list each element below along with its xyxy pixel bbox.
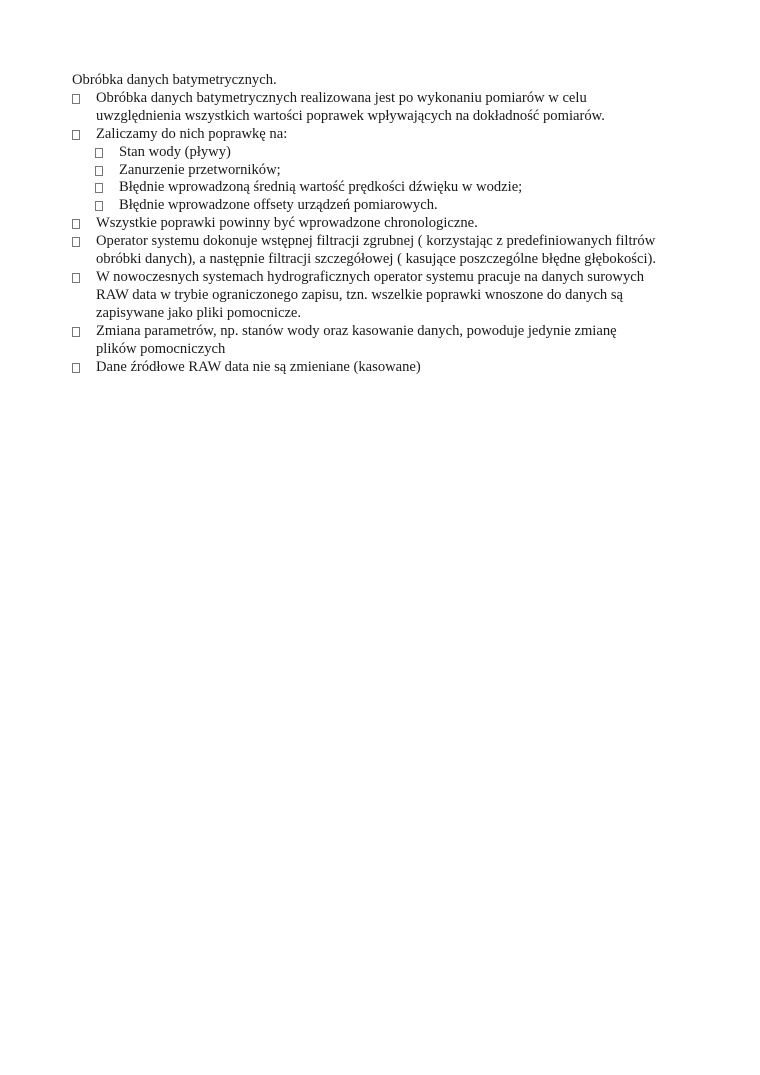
document-title: Obróbka danych batymetrycznych. <box>72 72 277 88</box>
list-item-line: Zmiana parametrów, np. stanów wody oraz kasowanie danych, powoduje jedynie zmianę <box>96 322 617 339</box>
list-item <box>72 359 692 377</box>
sub-list-item <box>95 179 692 197</box>
list-item-line: RAW data w trybie ograniczonego zapisu, tzn. wszelkie poprawki wnoszone do danych są <box>96 286 624 303</box>
list-item <box>72 126 692 144</box>
sub-list-item <box>95 197 692 215</box>
list-item-line: W nowoczesnych systemach hydrograficznych operator systemu pracuje na danych surowych <box>96 268 645 285</box>
list-item <box>72 233 692 269</box>
list-item-line: Operator systemu dokonuje wstępnej filtracji zgrubnej ( korzystając z predefiniowanych filtrów <box>96 233 656 250</box>
bullet-icon <box>95 201 103 211</box>
list-item-line: Stan wody (pływy) <box>119 143 231 160</box>
bullet-icon <box>72 273 80 283</box>
list-item-line: Wszystkie poprawki powinny być wprowadzone chronologiczne. <box>96 215 478 232</box>
list-item <box>72 269 692 323</box>
bullet-icon <box>95 166 103 176</box>
list-item-line: uwzględnienia wszystkich wartości poprawek wpływających na dokładność pomiarów. <box>96 107 605 124</box>
sub-list-item <box>95 162 692 180</box>
bullet-icon <box>72 130 80 140</box>
sub-list-item <box>95 144 692 162</box>
list-item-line: Zaliczamy do nich poprawkę na: <box>96 125 288 142</box>
bullet-icon <box>72 237 80 247</box>
bullet-icon <box>72 219 80 229</box>
list-item <box>72 215 692 233</box>
list-item <box>72 323 692 359</box>
bullet-icon <box>95 183 103 193</box>
bullet-icon <box>95 148 103 158</box>
list-item-line: Błędnie wprowadzone offsety urządzeń pomiarowych. <box>119 197 438 214</box>
list-item-line: zapisywane jako pliki pomocnicze. <box>96 304 302 321</box>
bullet-icon <box>72 327 80 337</box>
list-item-line: Błędnie wprowadzoną średnią wartość prędkości dźwięku w wodzie; <box>119 179 523 196</box>
bullet-icon <box>72 94 80 104</box>
bullet-icon <box>72 363 80 373</box>
document-body <box>72 72 692 376</box>
list-item <box>72 90 692 126</box>
list-item-line: plików pomocniczych <box>96 340 226 357</box>
list-item-line: Dane źródłowe RAW data nie są zmieniane (kasowane) <box>96 358 421 375</box>
list-item-line: Zanurzenie przetworników; <box>119 161 281 178</box>
list-item-line: Obróbka danych batymetrycznych realizowana jest po wykonaniu pomiarów w celu <box>96 89 587 106</box>
list-item-line: obróbki danych), a następnie filtracji szczegółowej ( kasujące poszczególne błędne głębokości). <box>96 251 657 268</box>
